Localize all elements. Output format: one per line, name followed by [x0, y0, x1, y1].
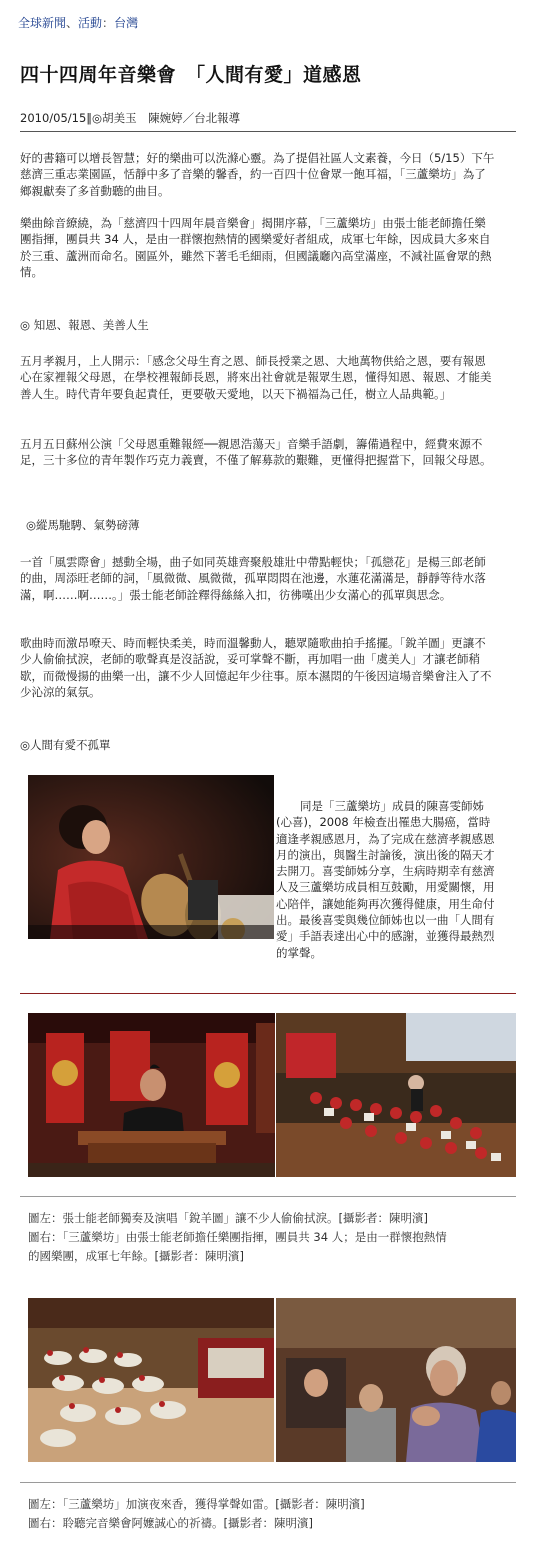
breadcrumb-link-global-news[interactable]: 全球新聞	[18, 16, 67, 30]
section-divider	[20, 993, 516, 994]
section-heading: ◎ 知恩、報恩、美善人生	[20, 318, 149, 332]
photo-caption: 圖左：張士能老師獨奏及演唱「銳羊圖」讓不少人偷偷拭淚。[攝影者：陳明濱]	[28, 1211, 428, 1225]
article-paragraph: 歌曲時而激昂嘹天、時而輕快柔美，時而溫馨動人，聽眾隨歌曲拍手搖擺。「銳羊圖」更讓不少人偷偷拭淚，老師的歌聲真是沒話說，妥可掌聲不斷，再加唱一曲「虞美人」才讓老師稍歇，而微慢揚的曲樂一出，讓不少人回憶起年少往事。原本濕悶的午後因這場音樂會注入了不少沁涼的氣氛。	[20, 636, 492, 699]
photo-caption-continued: 的國樂團，成軍七年餘。[攝影者：陳明濱]	[28, 1249, 244, 1263]
audience-hall-photo	[28, 1298, 274, 1462]
photo-caption: 圖左：「三蘆樂坊」加演夜來香，獲得掌聲如雷。[攝影者：陳明濱]	[28, 1497, 365, 1511]
photo-caption: 圖右：「三蘆樂坊」由張士能老師擔任樂團指揮，團員共 34 人；是由一群懷抱熱情	[28, 1230, 447, 1244]
section-heading: ◎人間有愛不孤單	[20, 738, 111, 752]
caption-divider	[20, 1482, 516, 1483]
article-paragraph: 五月五日蘇州公演「父母恩重難報經──親恩浩蕩天」音樂手語劇，籌備過程中，經費來源不足，三十多位的青年製作巧克力義賣，不僅了解募款的艱難，更懂得把握當下，回報父母恩。	[20, 437, 492, 468]
breadcrumb-link-taiwan[interactable]: 台灣	[114, 16, 139, 30]
breadcrumb-separator: ：	[102, 16, 115, 30]
article-paragraph: 一首「風雲際會」撼動全場，曲子如同英雄齊聚般雄壯中帶點輕快；「孤戀花」是楊三郎老師的曲，周添旺老師的詞，「風微微、風微微，孤單悶悶在池邊，水蓮花滿滿是，靜靜等待水落滿，啊……啊……。」張士能老師詮釋得絲絲入扣，彷彿嘆出少女滿心的孤單與思念。	[20, 555, 486, 602]
praying-elder-photo	[276, 1298, 516, 1462]
orchestra-photo	[276, 1013, 516, 1177]
article-byline: 2010/05/15‖◎胡美玉 陳婉婷／台北報導	[20, 111, 241, 125]
singer-on-stage-photo	[28, 1013, 275, 1177]
section3-text: 同是「三蘆樂坊」成員的陳喜雯師姊(心喜)，2008 年檢查出罹患大腸癌，當時適逢孝親感恩月，為了完成在慈濟孝親感恩月的演出，與醫生討論後，演出後的隔天才去開刀。喜雯師姊分享，生病時期幸有慈濟人及三蘆樂坊成員相互鼓勵，用愛關懷，用心陪伴，讓她能夠再次獲得健康，用生命付出。最後喜雯與幾位師姊也以一曲「人間有愛」手語表達出心中的感謝，並獲得最熱烈的掌聲。	[276, 799, 495, 960]
breadcrumb	[18, 14, 138, 31]
photo-caption: 圖右：聆聽完音樂會阿嬤誠心的祈禱。[攝影者：陳明濱]	[28, 1516, 313, 1530]
article-paragraph	[276, 798, 498, 961]
article-paragraph: 好的書籍可以增長智慧；好的樂曲可以洗滌心靈。為了提倡社區人文素養，今日（5/15）下午慈濟三重志業園區，恬靜中多了音樂的馨香，約一百四十位會眾一飽耳福，「三蘆樂坊」為了鄉親獻奏了多首動聽的曲目。	[20, 151, 495, 198]
pipa-performer-photo	[28, 775, 274, 939]
byline-divider	[20, 131, 516, 132]
section-heading: ◎縱馬馳騁、氣勢磅薄	[26, 518, 140, 532]
breadcrumb-link-events[interactable]: 活動	[78, 16, 103, 30]
breadcrumb-separator: 、	[66, 16, 79, 30]
article-paragraph: 五月孝親月，上人開示：「感念父母生育之恩、師長授業之恩、大地萬物供給之恩，要有報恩心在家裡報父母恩，在學校裡報師長恩，將來出社會就是報眾生恩，懂得知恩、報恩、才能美善人生。時代青年要負起責任，更要敬天愛地，以天下禍福為己任，樹立人品典範。」	[20, 354, 492, 401]
article-paragraph: 樂曲餘音繚繞，為「慈濟四十四周年晨音樂會」揭開序幕，「三蘆樂坊」由張士能老師擔任樂團指揮，團員共 34 人，是由一群懷抱熱情的國樂愛好者組成，成軍七年餘，因成員大多來自於三重、蘆洲而命名。園區外，雖然下著毛毛細雨，但國議廳內高堂滿座，不減社區會眾的熱情。	[20, 216, 492, 279]
page-title: 四十四周年音樂會 「人間有愛」道感恩	[20, 64, 362, 86]
caption-divider	[20, 1196, 516, 1197]
